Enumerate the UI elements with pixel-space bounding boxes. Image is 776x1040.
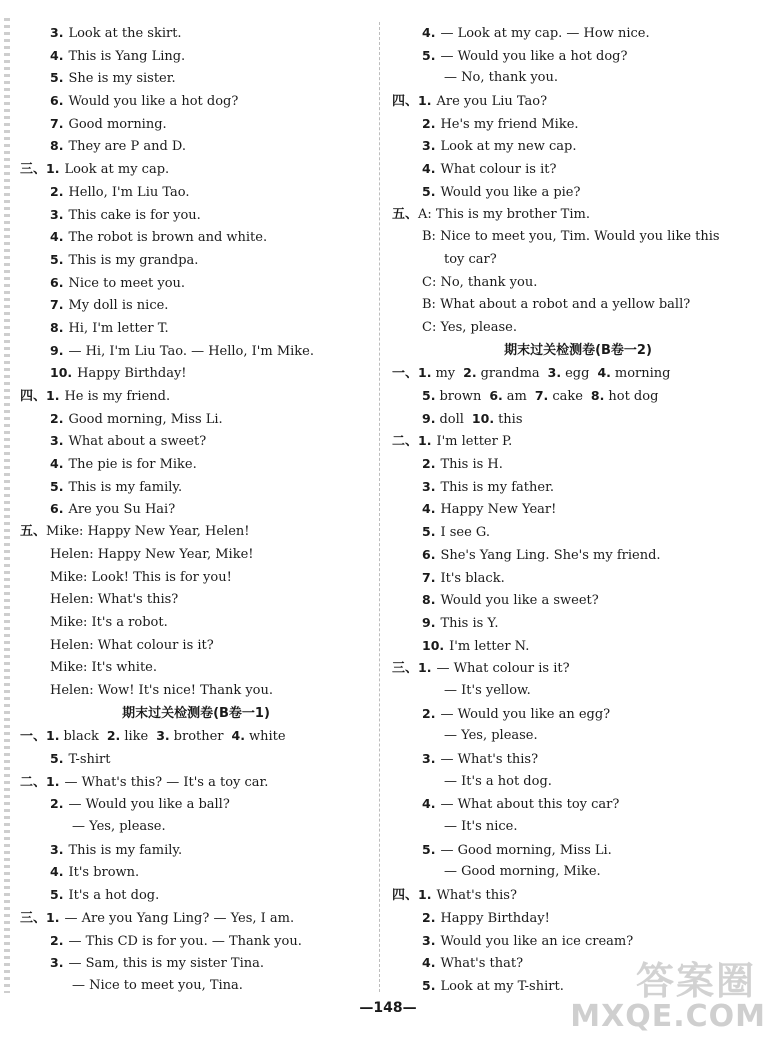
answer-text: Look at my T-shirt.	[440, 978, 564, 994]
answer-text: Look at my new cap.	[440, 139, 577, 155]
answer-line	[20, 612, 372, 635]
answer-line	[20, 430, 372, 453]
answer-text: This is Yang Ling.	[68, 48, 186, 64]
answer-line	[20, 816, 372, 839]
answer-line	[392, 544, 764, 567]
answer-text: T-shirt	[68, 752, 111, 767]
answer-text: What's this?	[436, 888, 517, 904]
answer-text: He's my friend Mike.	[440, 116, 579, 132]
answer-text: Helen: What's this?	[50, 592, 179, 608]
answer-text: — Would you like a ball?	[68, 797, 230, 813]
item-number: 10.	[422, 637, 445, 653]
item-number: 1.	[46, 773, 60, 789]
item-number: 4.	[422, 501, 436, 517]
answer-line	[392, 408, 764, 431]
answer-line	[392, 476, 764, 499]
item-number: 7.	[50, 297, 64, 313]
answer-line	[392, 204, 764, 227]
item-number: 1.	[46, 388, 60, 403]
answer-line	[20, 657, 372, 680]
answer-text: It's brown.	[68, 865, 140, 881]
item-number: 3.	[422, 478, 436, 494]
item-number: 6.	[422, 546, 436, 562]
item-number: 4.	[231, 728, 245, 744]
answer-line	[20, 839, 372, 862]
item-number: 5.	[422, 841, 436, 857]
answer-line	[20, 362, 372, 385]
answer-line	[20, 793, 372, 816]
answer-line	[392, 816, 764, 839]
item-number: 4.	[50, 456, 64, 472]
item-number: 9.	[422, 410, 436, 426]
answer-text: This is my family.	[68, 842, 183, 858]
answer-text: — Are you Yang Ling? — Yes, I am.	[64, 910, 295, 926]
answer-line	[392, 158, 764, 181]
answer-text: She is my sister.	[68, 71, 176, 87]
item-number: 2.	[50, 796, 64, 812]
answer-text: Helen: Happy New Year, Mike!	[50, 546, 254, 562]
item-number: 5.	[422, 977, 436, 993]
answer-text: This is my grandpa.	[68, 252, 199, 268]
answer-line	[392, 521, 764, 544]
answer-line	[392, 861, 764, 884]
section-marker: 四、	[392, 94, 419, 110]
answer-line	[392, 498, 764, 521]
answer-line	[20, 476, 372, 499]
answer-word: white	[248, 729, 286, 745]
answer-text: Would you like a sweet?	[440, 593, 599, 609]
answer-line	[392, 907, 764, 930]
item-number: 4.	[50, 229, 64, 245]
item-number: 5.	[50, 478, 64, 494]
answer-text: I'm letter P.	[436, 434, 513, 450]
answer-text: It's a hot dog.	[68, 888, 160, 904]
answer-line	[20, 45, 372, 68]
answer-line	[392, 430, 764, 453]
answer-line	[392, 272, 764, 295]
answer-text: Good morning, Miss Li.	[68, 411, 223, 427]
answer-line	[20, 748, 372, 771]
answer-line	[392, 612, 764, 635]
answer-text: Look at the skirt.	[68, 26, 182, 41]
section-marker: 一、	[392, 366, 419, 382]
answer-text: — It's yellow.	[444, 682, 531, 698]
section-marker: 一、	[20, 729, 47, 745]
answer-line	[20, 408, 372, 431]
answer-line	[20, 294, 372, 317]
answer-line	[392, 930, 764, 953]
answer-line	[20, 158, 372, 181]
answer-text: Would you like a hot dog?	[68, 94, 239, 110]
answer-line	[392, 635, 764, 658]
item-number: 6.	[50, 274, 64, 290]
answer-text: This cake is for you.	[68, 207, 201, 223]
item-number: 9.	[422, 614, 436, 630]
answer-text: I'm letter N.	[449, 638, 530, 654]
section-marker: 五、	[392, 206, 419, 222]
answer-word: morning	[614, 366, 671, 382]
answer-text: — It's nice.	[444, 819, 518, 835]
item-number: 4.	[597, 365, 611, 381]
answer-line	[20, 521, 372, 544]
right-column	[392, 22, 764, 998]
answer-text: B: What about a robot and a yellow ball?	[422, 297, 691, 313]
answer-text: This is Y.	[440, 615, 499, 631]
answer-line	[20, 930, 372, 953]
answer-text: What colour is it?	[440, 162, 557, 178]
answer-line	[20, 952, 372, 975]
answer-line	[392, 294, 764, 317]
answer-word: egg	[565, 366, 590, 382]
answer-text: This is my family.	[68, 479, 183, 495]
answer-line	[392, 362, 764, 385]
section-heading: 期末过关检测卷(B卷一1)	[122, 705, 270, 721]
answer-text: C: No, thank you.	[422, 274, 538, 290]
item-number: 2.	[463, 365, 477, 381]
item-number: 9.	[50, 342, 64, 358]
item-number: 2.	[50, 932, 64, 948]
answer-line	[392, 317, 764, 340]
answer-line	[392, 45, 764, 68]
item-number: 8.	[590, 388, 605, 403]
answer-line	[392, 748, 764, 771]
answer-line	[20, 272, 372, 295]
answer-line	[20, 680, 372, 703]
answer-line	[20, 771, 372, 794]
answer-line	[20, 725, 372, 748]
answer-text: He is my friend.	[64, 389, 171, 404]
item-number: 1.	[418, 93, 432, 109]
item-number: 2.	[422, 705, 436, 721]
answer-line	[392, 113, 764, 136]
answer-text: Happy Birthday!	[77, 366, 187, 382]
item-number: 10.	[471, 410, 495, 426]
watermark-logo-text: 答案圈	[635, 959, 756, 1003]
answer-text: Would you like an ice cream?	[440, 933, 634, 949]
answer-line	[20, 204, 372, 227]
item-number: 8.	[50, 138, 64, 154]
answer-text: — What's this? — It's a toy car.	[64, 774, 269, 790]
answer-text: My doll is nice.	[68, 298, 169, 314]
answer-line	[392, 385, 764, 408]
answer-line	[20, 90, 372, 113]
answer-text: Are you Liu Tao?	[436, 94, 548, 110]
item-number: 4.	[50, 864, 64, 880]
answer-text: She's Yang Ling. She's my friend.	[440, 547, 661, 563]
answer-text: — No, thank you.	[444, 70, 559, 86]
answer-text: The robot is brown and white.	[68, 230, 268, 246]
answer-text: — Yes, please.	[444, 728, 538, 744]
section-marker: 三、	[20, 910, 47, 926]
answer-line	[392, 249, 764, 272]
item-number: 2.	[422, 115, 436, 131]
answer-word: am	[506, 389, 527, 404]
item-number: 3.	[156, 728, 170, 744]
answer-text: Helen: Wow! It's nice! Thank you.	[50, 682, 274, 698]
answer-line	[20, 135, 372, 158]
answer-text: — Good morning, Mike.	[444, 864, 601, 880]
item-number: 1.	[46, 909, 60, 925]
answer-text: — Good morning, Miss Li.	[440, 842, 612, 858]
item-number: 5.	[422, 47, 436, 63]
answer-line	[20, 67, 372, 90]
answer-text: — What colour is it?	[436, 661, 570, 677]
answer-text: Are you Su Hai?	[68, 502, 176, 518]
answer-line	[20, 861, 372, 884]
answer-line	[392, 680, 764, 703]
item-number: 6.	[50, 501, 64, 517]
answer-line	[20, 385, 372, 408]
item-number: 4.	[422, 955, 436, 971]
answer-text: Mike: It's a robot.	[50, 614, 168, 630]
answer-line	[20, 249, 372, 272]
answer-word: this	[498, 411, 523, 427]
item-number: 7.	[534, 388, 549, 403]
answer-line	[20, 226, 372, 249]
answer-text: — Would you like an egg?	[440, 706, 611, 722]
answer-line	[20, 544, 372, 567]
item-number: 3.	[50, 841, 64, 857]
answer-text: — What's this?	[440, 752, 539, 767]
item-number: 2.	[422, 456, 436, 472]
item-number: 3.	[422, 751, 436, 766]
item-number: 1.	[418, 433, 432, 449]
answer-line	[392, 725, 764, 748]
answer-text: Hi, I'm letter T.	[68, 320, 169, 336]
answer-text: — Yes, please.	[72, 819, 166, 835]
answer-line	[392, 884, 764, 907]
answer-line	[20, 317, 372, 340]
answer-text: What about a sweet?	[68, 434, 207, 450]
answer-text: toy car?	[444, 251, 497, 267]
answer-line	[392, 181, 764, 204]
item-number: 4.	[50, 47, 64, 63]
item-number: 5.	[50, 751, 64, 766]
answer-line	[392, 22, 764, 45]
item-number: 1.	[418, 660, 432, 676]
section-marker: 四、	[392, 888, 419, 904]
answer-text: — Would you like a hot dog?	[440, 48, 628, 64]
column-divider	[379, 22, 380, 992]
answer-text: C: Yes, please.	[422, 319, 517, 335]
item-number: 3.	[50, 206, 64, 222]
section-marker: 二、	[392, 434, 419, 450]
answer-word: brown	[439, 389, 482, 404]
answer-text: Good morning.	[68, 116, 167, 132]
item-number: 1.	[46, 161, 60, 177]
answer-text: — It's a hot dog.	[444, 773, 552, 789]
left-column	[20, 22, 372, 998]
item-number: 5.	[422, 524, 436, 540]
answer-text: I see G.	[440, 525, 490, 541]
answer-line	[20, 907, 372, 930]
answer-line	[392, 226, 764, 249]
section-marker: 三、	[392, 661, 419, 677]
section-marker: 三、	[20, 162, 47, 178]
item-number: 4.	[422, 161, 436, 177]
answer-text: Hello, I'm Liu Tao.	[68, 184, 190, 200]
answer-line	[20, 498, 372, 521]
item-number: 10.	[50, 365, 73, 381]
section-marker: 四、	[20, 389, 47, 404]
answer-text: Happy New Year!	[440, 502, 557, 518]
item-number: 3.	[50, 433, 64, 449]
section-marker: 五、	[20, 524, 47, 540]
site-watermark	[570, 950, 770, 1036]
answer-text: Helen: What colour is it?	[50, 637, 214, 653]
item-number: 5.	[422, 183, 436, 199]
answer-word: cake	[552, 389, 583, 404]
page-number: —148—	[359, 1000, 417, 1016]
answer-word: hot dog	[608, 389, 659, 404]
answer-line	[392, 793, 764, 816]
answer-text: Mike: Look! This is for you!	[50, 569, 232, 585]
item-number: 2.	[422, 909, 436, 925]
answer-line	[392, 657, 764, 680]
item-number: 4.	[422, 796, 436, 812]
item-number: 4.	[422, 25, 436, 40]
item-number: 1.	[46, 728, 60, 744]
item-number: 1.	[418, 887, 432, 903]
answer-line	[392, 771, 764, 794]
answer-line	[20, 884, 372, 907]
item-number: 3.	[547, 365, 562, 381]
watermark-url: MXQE.COM	[570, 999, 766, 1034]
answer-text: — This CD is for you. — Thank you.	[68, 933, 302, 949]
binding-edge	[4, 18, 10, 993]
answer-text: This is H.	[440, 457, 503, 473]
answer-text: Nice to meet you.	[68, 275, 186, 291]
answer-word: black	[63, 729, 99, 745]
answer-text: Mike: It's white.	[50, 660, 157, 676]
answer-line	[392, 839, 764, 862]
item-number: 1.	[418, 365, 432, 381]
answer-text: What's that?	[440, 956, 524, 972]
answer-line	[20, 567, 372, 590]
answer-line	[392, 67, 764, 90]
item-number: 5.	[422, 388, 436, 403]
answer-text: A: This is my brother Tim.	[418, 206, 590, 222]
item-number: 3.	[50, 25, 64, 40]
answer-line	[392, 567, 764, 590]
item-number: 8.	[422, 592, 436, 608]
item-number: 6.	[489, 388, 503, 403]
answer-line	[392, 135, 764, 158]
answer-line	[392, 90, 764, 113]
item-number: 8.	[50, 319, 64, 335]
answer-line	[20, 113, 372, 136]
answer-text: — Look at my cap. — How nice.	[440, 26, 650, 41]
item-number: 3.	[422, 138, 436, 154]
answer-text: Look at my cap.	[64, 162, 170, 178]
answer-text: — Hi, I'm Liu Tao. — Hello, I'm Mike.	[68, 343, 314, 359]
answer-text: B: Nice to meet you, Tim. Would you like this	[422, 229, 720, 245]
item-number: 3.	[422, 932, 436, 948]
answer-line	[20, 22, 372, 45]
answer-line	[392, 703, 764, 726]
answer-line	[20, 340, 372, 363]
item-number: 6.	[50, 93, 64, 109]
answer-line	[392, 589, 764, 612]
answer-text: Mike: Happy New Year, Helen!	[46, 524, 250, 540]
answer-word: grandma	[480, 366, 540, 382]
answer-line	[20, 453, 372, 476]
section-heading: 期末过关检测卷(B卷一2)	[504, 342, 652, 358]
answer-text: Would you like a pie?	[440, 184, 581, 200]
answer-line	[20, 589, 372, 612]
item-number: 2.	[50, 410, 64, 426]
answer-line	[20, 181, 372, 204]
answer-text: — Sam, this is my sister Tina.	[68, 956, 265, 972]
item-number: 2.	[50, 183, 64, 199]
answer-text: It's black.	[440, 570, 505, 586]
answer-word: brother	[173, 729, 224, 745]
answer-text: This is my father.	[440, 479, 554, 495]
item-number: 7.	[422, 569, 436, 585]
item-number: 7.	[50, 115, 64, 131]
answer-line	[20, 635, 372, 658]
answer-word: like	[124, 729, 149, 745]
item-number: 2.	[106, 728, 121, 744]
answer-text: Happy Birthday!	[440, 910, 550, 926]
answer-word: my	[435, 366, 456, 382]
answer-text: — What about this toy car?	[440, 797, 620, 813]
answer-text: The pie is for Mike.	[68, 457, 197, 473]
answer-line	[392, 453, 764, 476]
answer-text: They are P and D.	[68, 139, 187, 155]
item-number: 5.	[50, 251, 64, 267]
answer-text: — Nice to meet you, Tina.	[72, 977, 243, 993]
section-marker: 二、	[20, 774, 47, 790]
item-number: 5.	[50, 887, 64, 903]
item-number: 3.	[50, 955, 64, 971]
item-number: 5.	[50, 70, 64, 86]
answer-line	[20, 975, 372, 998]
answer-word: doll	[439, 411, 464, 427]
